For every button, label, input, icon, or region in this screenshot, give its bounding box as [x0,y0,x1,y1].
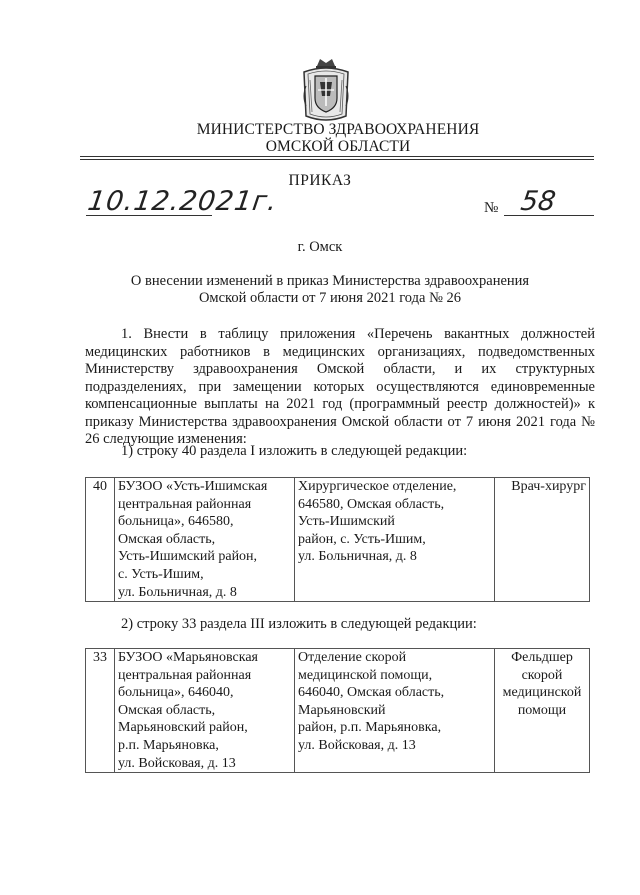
header-rule-bottom [80,159,594,160]
dept-line: Отделение скорой [298,650,407,665]
org-line: Омская область, [118,531,216,547]
header-rule-top [80,156,594,157]
org-line: ул. Больничная, д. 8 [118,584,237,600]
item-2: 2) строку 33 раздела III изложить в следующей редакции: [121,616,477,632]
subject-line1: О внесении изменений в приказ Министерства здравоохранения [130,273,530,289]
position-line: Врач-хирург [511,479,586,494]
dept-line: Усть-Ишимский [298,514,395,530]
position-cell [495,649,590,773]
dept-line: ул. Больничная, д. 8 [298,549,417,565]
ministry-name-line1: МИНИСТЕРСТВО ЗДРАВООХРАНЕНИЯ [196,121,480,138]
table-row [86,649,590,773]
department-cell [295,649,495,773]
position-cell [495,478,590,602]
dept-line: 646580, Омская область, [298,496,445,512]
organization-cell [115,649,295,773]
number-underline [504,215,594,216]
document-type: ПРИКАЗ [288,172,352,189]
handwritten-date: 10.12.2021г. [85,186,280,217]
dept-line: ул. Войсковая, д. 13 [298,737,416,753]
row-number: 40 [86,478,115,602]
dept-line: район, с. Усть-Ишим, [298,531,426,547]
ministry-name [190,121,486,155]
date-underline [86,215,212,216]
document-subject [80,273,580,307]
table-row-33 [85,648,590,773]
organization-cell [115,478,295,602]
table-row [86,478,590,602]
subject-line2: Омской области от 7 июня 2021 года № 26 [198,290,462,306]
dept-line: Марьяновский [298,702,386,718]
number-sign: № [484,200,499,216]
org-line: центральная районная [118,667,252,683]
org-line: центральная районная [118,496,252,512]
handwritten-number: 58 [518,186,558,217]
position-line: медицинской [502,685,582,701]
org-line: Усть-Ишимский район, [118,549,258,565]
city: г. Омск [297,239,343,255]
org-line: с. Усть-Ишим, [118,566,204,582]
org-line: БУЗОО «Усть-Ишимская [118,479,268,494]
org-line: больница», 646580, [118,514,234,530]
dept-line: район, р.п. Марьяновка, [298,720,442,736]
org-line: ул. Войсковая, д. 13 [118,755,236,771]
table-row-40 [85,477,590,602]
position-line: помощи [517,702,567,718]
org-line: Омская область, [118,702,216,718]
row-number: 33 [86,649,115,773]
coat-of-arms-icon [300,56,352,124]
dept-line: 646040, Омская область, [298,685,445,701]
dept-line: Хирургическое отделение, [298,479,457,494]
ministry-name-line2: ОМСКОЙ ОБЛАСТИ [265,138,411,155]
department-cell [295,478,495,602]
org-line: больница», 646040, [118,685,234,701]
paragraph-1: 1. Внести в таблицу приложения «Перечень вакантных должностей медицинских работников в медицинских организациях, подведомственных Министерству здравоохранения Омской области, и их структурных подразделениях, при замещении которых осуществляются единовременные компенсационные выплаты на 2021 год (программный реестр должностей)» к приказу Министерства здравоохранения Омской области от 7 июня 2021 года № 26 следующие изменения: [85,326,595,447]
dept-line: медицинской помощи, [298,667,433,683]
org-line: р.п. Марьяновка, [118,737,219,753]
org-line: Марьяновский район, [118,720,248,736]
body-paragraph [85,326,595,449]
org-line: БУЗОО «Марьяновская [118,650,258,665]
position-line: скорой [521,667,563,683]
item-1: 1) строку 40 раздела I изложить в следующей редакции: [121,443,468,459]
position-line: Фельдшер [511,650,573,665]
